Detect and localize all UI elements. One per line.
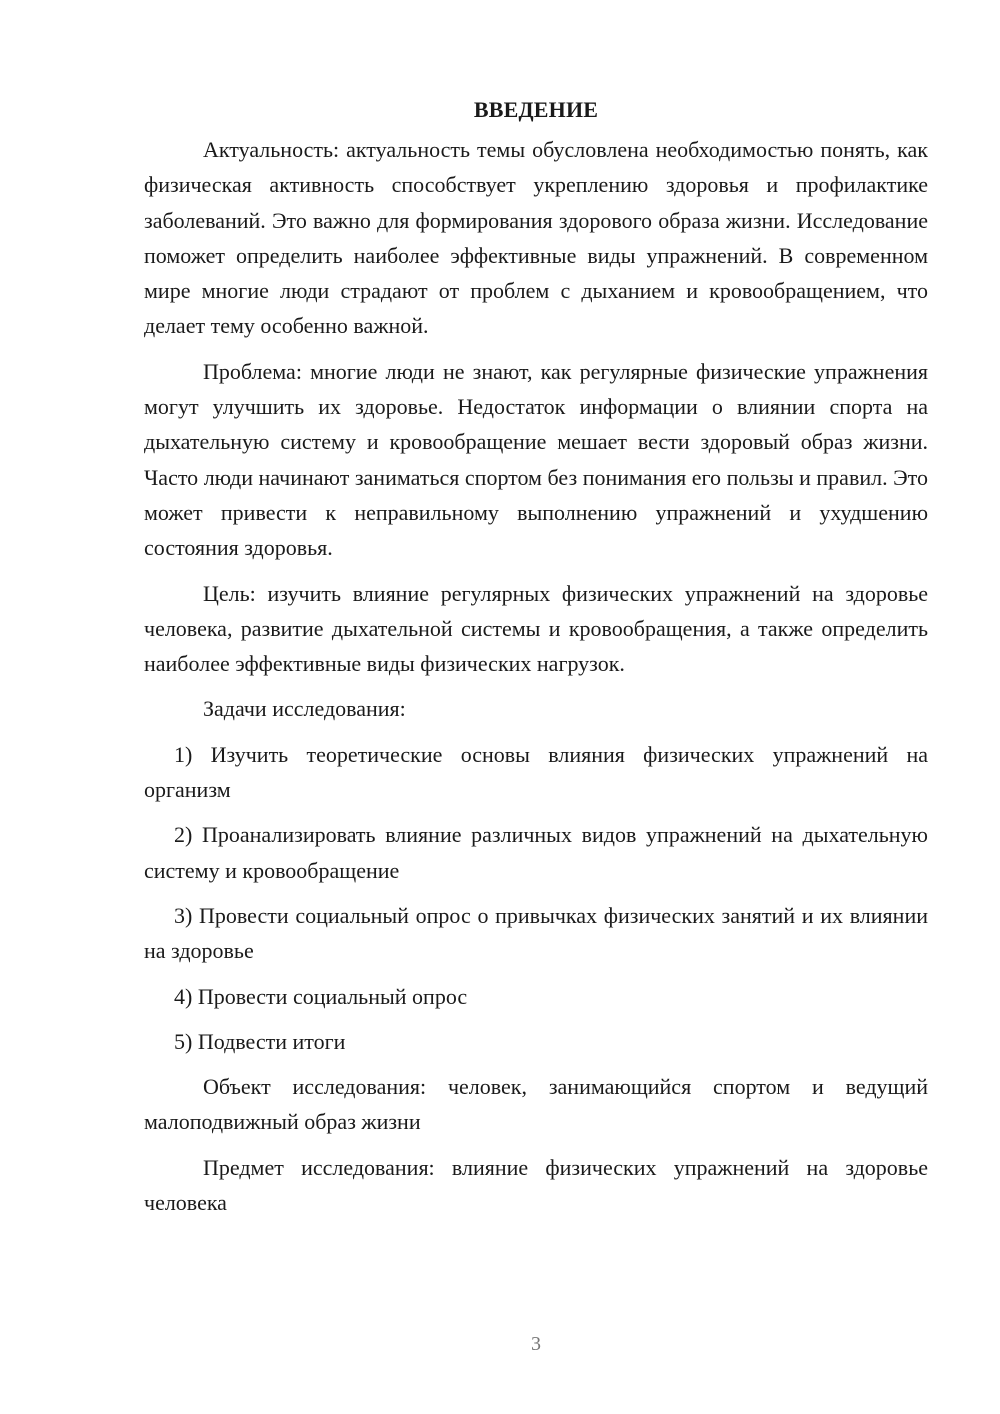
goal-paragraph: Цель: изучить влияние регулярных физических упражнений на здоровье человека, развитие дыхательной системы и кровообращения, а также определить наиболее эффективные виды физических нагрузок. — [144, 580, 928, 677]
problem-paragraph: Проблема: многие люди не знают, как регулярные физические упражнения могут улучшить их здоровье. Недостаток информации о влиянии спорта на дыхательную систему и кровообращение мешает вести здоровый образ жизни. Часто люди начинают заниматься спортом без понимания его пользы и правил. Это может привести к неправильному выполнению упражнений и ухудшению состояния здоровья. — [144, 358, 928, 561]
object-paragraph: Объект исследования: человек, занимающийся спортом и ведущий малоподвижный образ жизни — [144, 1074, 928, 1135]
task-item-3: 3) Провести социальный опрос о привычках физических занятий и их влиянии на здоровье — [144, 902, 928, 964]
subject-paragraph: Предмет исследования: влияние физических упражнений на здоровье человека — [144, 1154, 928, 1216]
section-heading: ВВЕДЕНИЕ — [473, 97, 599, 122]
tasks-title: Задачи исследования: — [203, 696, 406, 722]
document-page — [144, 92, 928, 1220]
page-number: 3 — [531, 1333, 541, 1355]
task-item-2: 2) Проанализировать влияние различных видов упражнений на дыхательную систему и кровообращение — [144, 822, 928, 883]
task-item-5: 5) Подвести итоги — [174, 1028, 346, 1054]
task-item-1: 1) Изучить теоретические основы влияния физических упражнений на организм — [144, 741, 928, 803]
task-item-4: 4) Провести социальный опрос — [174, 983, 468, 1009]
relevance-paragraph: Актуальность: актуальность темы обусловлена необходимостью понять, как физическая активность способствует укреплению здоровья и профилактике заболеваний. Это важно для формирования здорового образа жизни. Исследование поможет определить наиболее эффективные виды упражнений. В современном мире многие люди страдают от проблем с дыханием и кровообращением, что делает тему особенно важной. — [144, 137, 928, 339]
